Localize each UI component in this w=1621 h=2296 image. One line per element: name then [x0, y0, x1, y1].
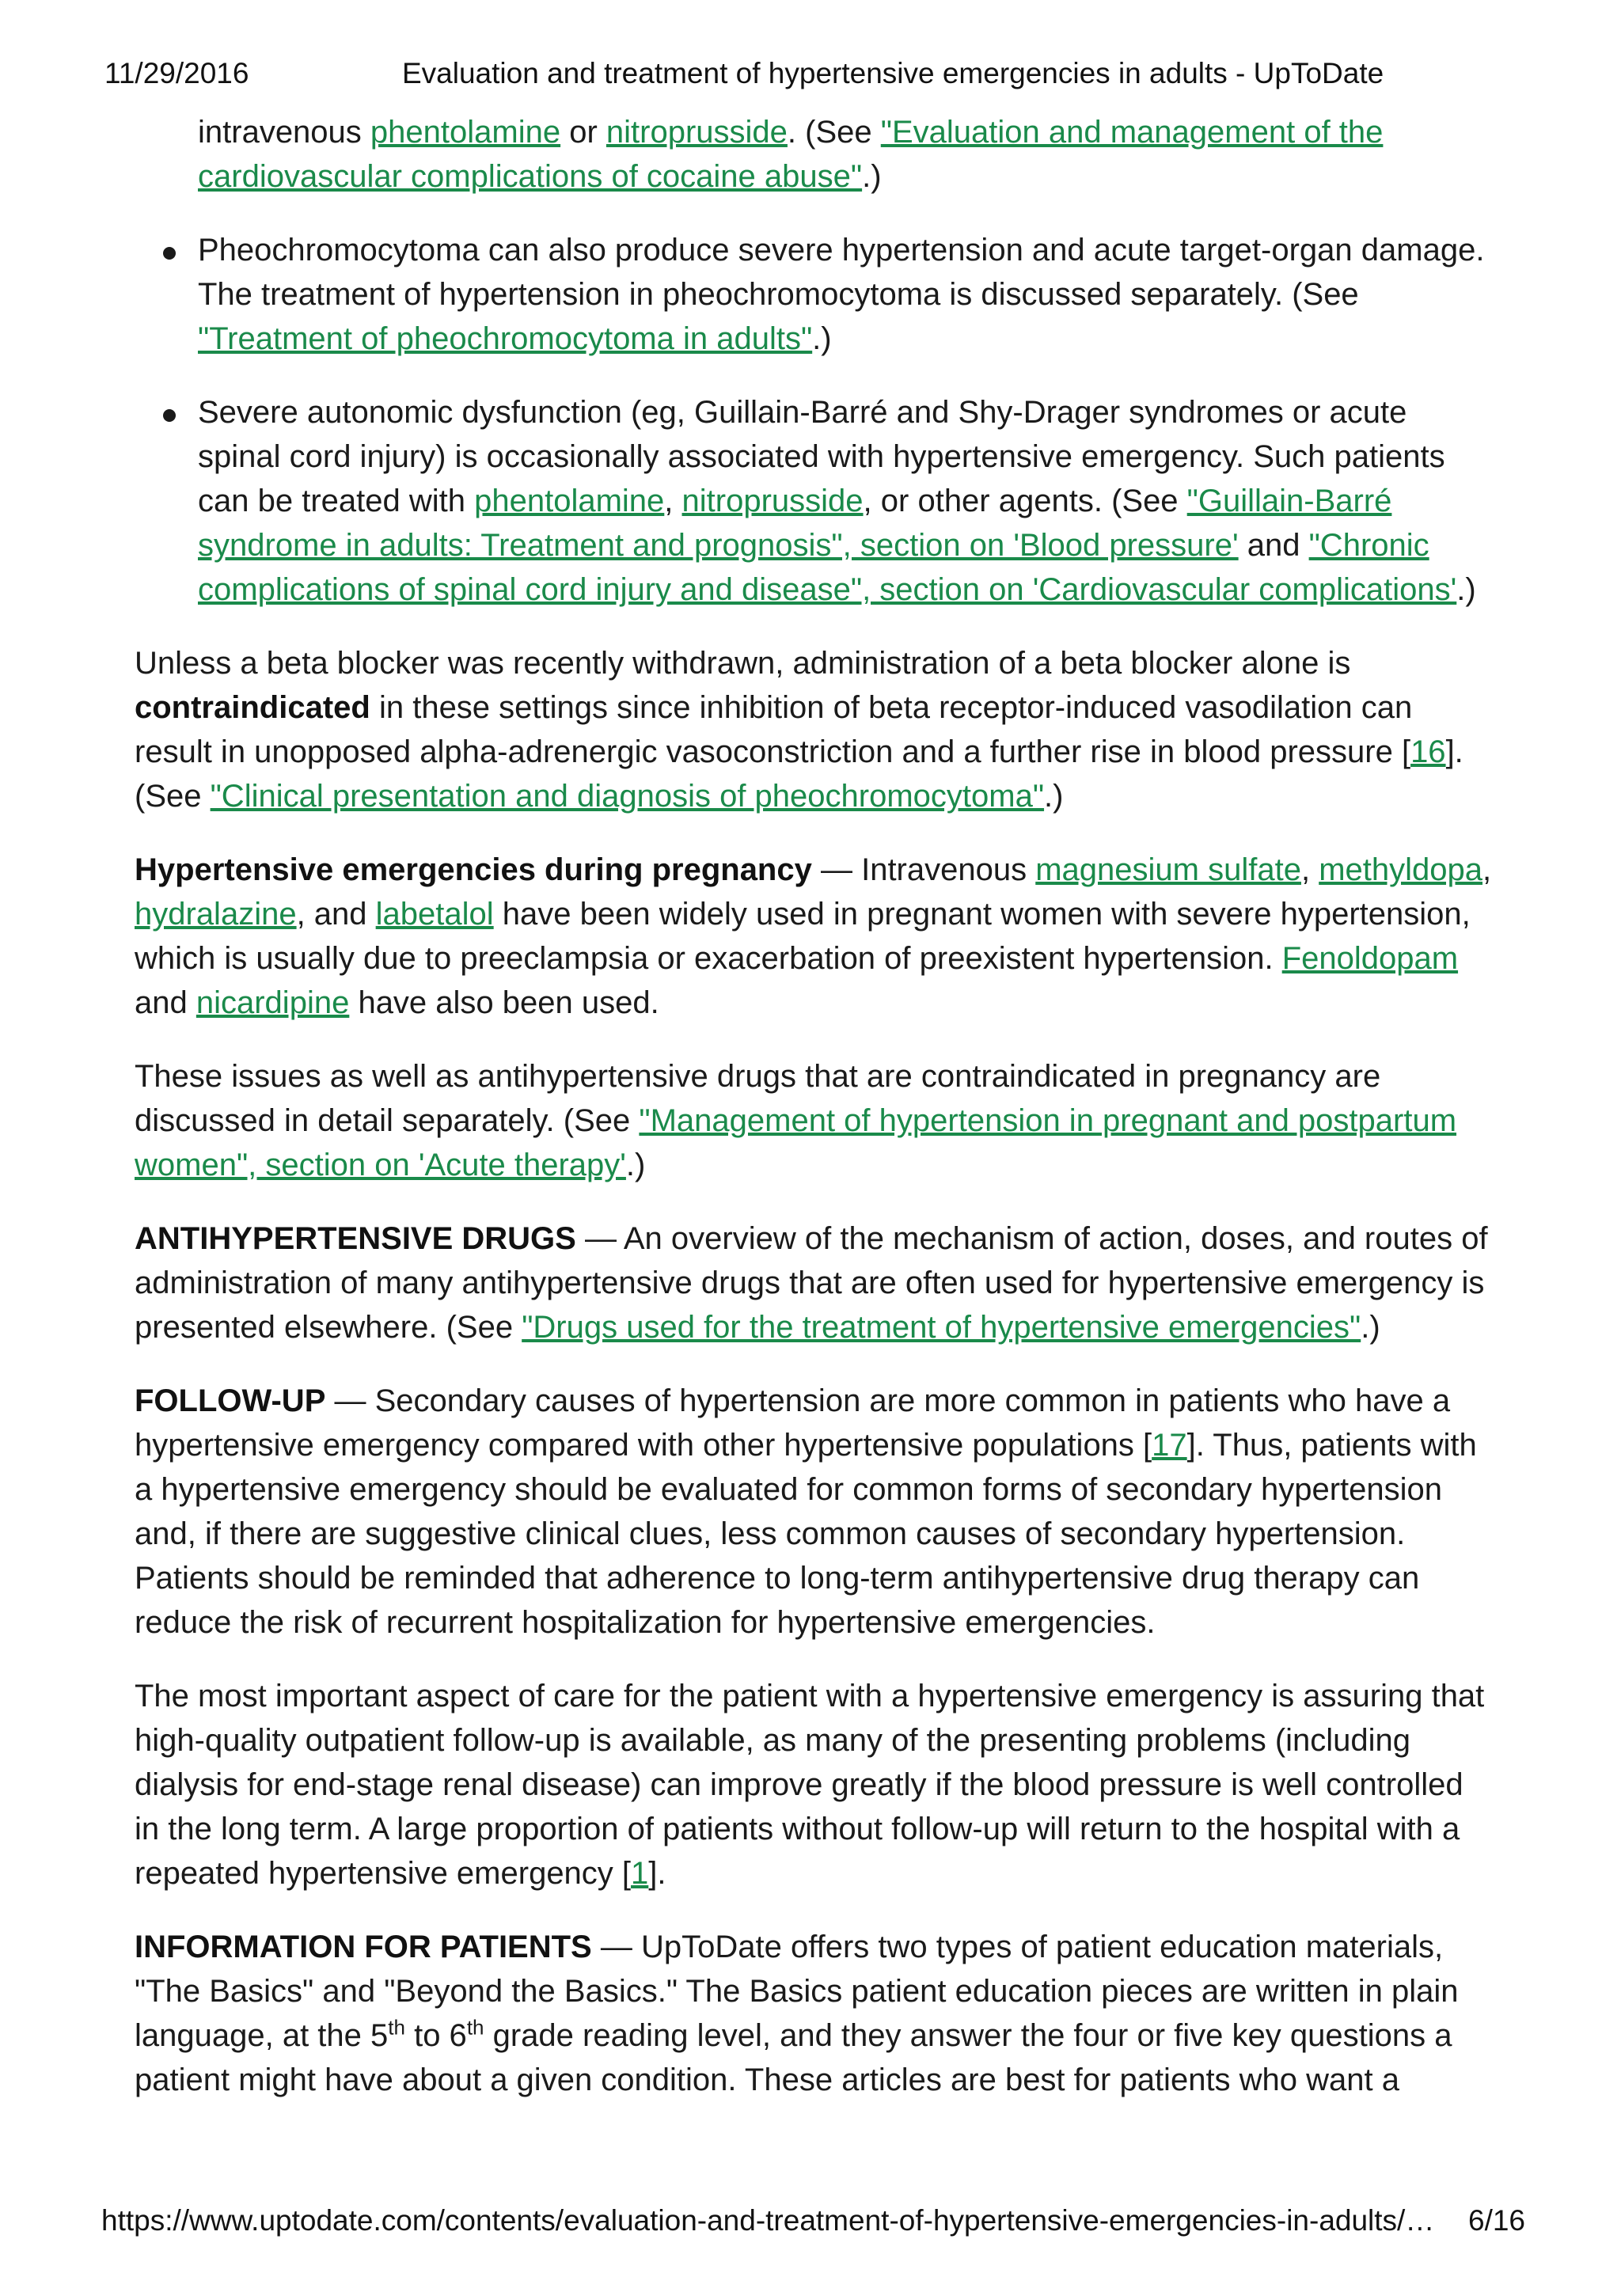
- drug-link-nitroprusside[interactable]: nitroprusside: [606, 115, 788, 150]
- topic-link-pheochromocytoma-diagnosis[interactable]: "Clinical presentation and diagnosis of pheochromocytoma": [210, 779, 1045, 814]
- section-information-for-patients: INFORMATION FOR PATIENTS — UpToDate offers two types of patient education materials, "The Basics" and "Beyond the Basics." The Basics patient education pieces are written in plain language, at the 5th to 6th grade reading level, and they answer the four or five key questions a patient might have about a given condition. These articles are best for patients who want a: [135, 1930, 1459, 2097]
- section-antihypertensive-drugs: ANTIHYPERTENSIVE DRUGS — An overview of the mechanism of action, doses, and routes of administration of many antihypertensive drugs that are often used for hypertensive emergency is presented elsewhere. (See "Drugs used for the treatment of hypertensive emergencies".): [135, 1221, 1488, 1345]
- topic-link-spinal-cord-injury[interactable]: "Chronic complications of spinal cord injury and disease", section on 'Cardiovascular complications': [198, 528, 1457, 607]
- drug-link-magnesium-sulfate[interactable]: magnesium sulfate: [1035, 852, 1301, 887]
- topic-link-hypertension-pregnancy[interactable]: "Management of hypertension in pregnant and postpartum women", section on 'Acute therapy': [135, 1103, 1457, 1182]
- print-url: https://www.uptodate.com/contents/evaluation-and-treatment-of-hypertensive-emergencies-in-adults/…: [101, 2204, 1435, 2237]
- section-heading: INFORMATION FOR PATIENTS: [135, 1930, 592, 1964]
- print-date: 11/29/2016: [104, 57, 249, 89]
- page-number: 6/16: [1468, 2204, 1526, 2237]
- section-pregnancy: Hypertensive emergencies during pregnancy — Intravenous magnesium sulfate, methyldopa, hydralazine, and labetalol have been widely used in pregnant women with severe hypertension, which is usually due to preeclampsia or exacerbation of preexistent hypertension. Fenoldopam and nicardipine have also been used.: [135, 852, 1492, 1020]
- section-heading: ANTIHYPERTENSIVE DRUGS: [135, 1221, 576, 1256]
- reference-link-16[interactable]: 16: [1410, 734, 1446, 769]
- reference-link-1[interactable]: 1: [631, 1856, 649, 1891]
- list-item-continuation: intravenous phentolamine or nitroprusside. (See "Evaluation and management of the cardiovascular complications of cocaine abuse".): [198, 115, 1384, 194]
- bullet-dot-icon: [163, 409, 176, 422]
- drug-link-nicardipine[interactable]: nicardipine: [196, 985, 350, 1020]
- drug-link-nitroprusside[interactable]: nitroprusside: [681, 484, 864, 518]
- list-item: Severe autonomic dysfunction (eg, Guillain-Barré and Shy-Drager syndromes or acute spinal cord injury) is occasionally associated with hypertensive emergency. Such patients can be treated with phentolamine, nitroprusside, or other agents. (See "Guillain-Barré syndrome in adults: Treatment and prognosis", section on 'Blood pressure' and "Chronic complications of spinal cord injury and disease", section on 'Cardiovascular complications'.): [135, 390, 1496, 612]
- section-heading: FOLLOW-UP: [135, 1383, 326, 1418]
- drug-link-labetalol[interactable]: labetalol: [375, 897, 494, 932]
- topic-link-cocaine-cardiovascular[interactable]: "Evaluation and management of the cardiovascular complications of cocaine abuse": [198, 115, 1384, 194]
- paragraph: These issues as well as antihypertensive drugs that are contraindicated in pregnancy are discussed in detail separately. (See "Management of hypertension in pregnant and postpartum women", section on 'Acute therapy'.): [135, 1059, 1457, 1182]
- paragraph: The most important aspect of care for the patient with a hypertensive emergency is assuring that high-quality outpatient follow-up is available, as many of the presenting problems (including dialysis for end-stage renal disease) can improve greatly if the blood pressure is well controlled in the long term. A large proportion of patients without follow-up will return to the hospital with a repeated hypertensive emergency [1].: [135, 1679, 1485, 1891]
- topic-link-pheochromocytoma-treatment[interactable]: "Treatment of pheochromocytoma in adults": [198, 321, 813, 356]
- drug-link-phentolamine[interactable]: phentolamine: [474, 484, 665, 518]
- paragraph: Unless a beta blocker was recently withdrawn, administration of a beta blocker alone is contraindicated in these settings since inhibition of beta receptor-induced vasodilation can result in unopposed alpha-adrenergic vasoconstriction and a further rise in blood pressure [16]. (See "Clinical presentation and diagnosis of pheochromocytoma".): [135, 646, 1463, 814]
- bullet-dot-icon: [163, 247, 176, 260]
- drug-link-fenoldopam[interactable]: Fenoldopam: [1281, 941, 1459, 976]
- drug-link-hydralazine[interactable]: hydralazine: [135, 897, 297, 932]
- drug-link-phentolamine[interactable]: phentolamine: [370, 115, 561, 150]
- reference-link-17[interactable]: 17: [1152, 1428, 1187, 1463]
- article-body: [135, 110, 1496, 2131]
- section-follow-up: FOLLOW-UP — Secondary causes of hypertension are more common in patients who have a hypertensive emergency compared with other hypertensive populations [17]. Thus, patients with a hypertensive emergency should be evaluated for common forms of secondary hypertension and, if there are suggestive clinical clues, less common causes of secondary hypertension. Patients should be reminded that adherence to long-term antihypertensive drug therapy can reduce the risk of recurrent hospitalization for hypertensive emergencies.: [135, 1383, 1477, 1640]
- drug-link-methyldopa[interactable]: methyldopa: [1319, 852, 1482, 887]
- topic-link-drugs-hypertensive-emergencies[interactable]: "Drugs used for the treatment of hypertensive emergencies": [522, 1310, 1361, 1345]
- bullet-list: [135, 228, 1496, 612]
- section-heading: Hypertensive emergencies during pregnancy: [135, 852, 812, 887]
- print-page-title: Evaluation and treatment of hypertensive emergencies in adults - UpToDate: [402, 57, 1384, 89]
- topic-link-guillain-barre[interactable]: "Guillain-Barré syndrome in adults: Treatment and prognosis", section on 'Blood pressure': [198, 484, 1392, 563]
- list-item: Pheochromocytoma can also produce severe hypertension and acute target-organ damage. The treatment of hypertension in pheochromocytoma is discussed separately. (See "Treatment of pheochromocytoma in adults".): [135, 228, 1496, 361]
